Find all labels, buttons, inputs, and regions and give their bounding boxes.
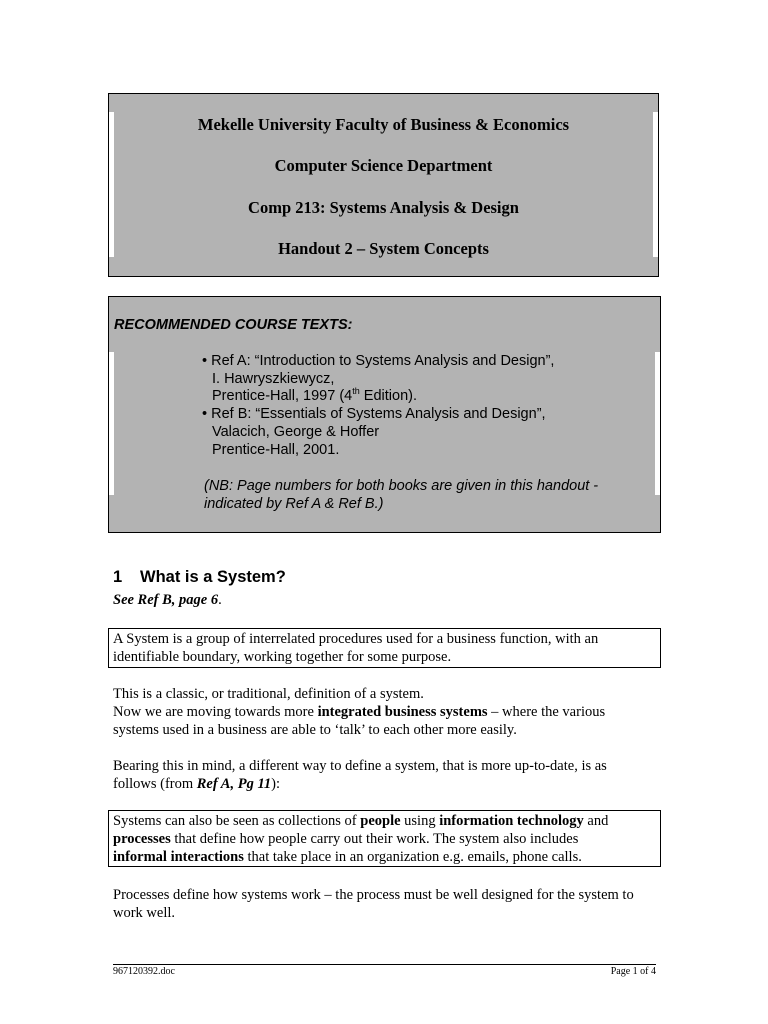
right-white-bar bbox=[655, 352, 660, 495]
department-title: Computer Science Department bbox=[274, 156, 493, 175]
title-box bbox=[108, 93, 659, 277]
systems-definition-box: Systems can also be seen as collections of people using information technology and processes that define how people carry out their work. The system also includes informal interactions that take place in an organization e.g. emails, phone calls. bbox=[108, 810, 661, 867]
paragraph-processes: Processes define how systems work – the process must be well designed for the system to work well. bbox=[113, 887, 634, 921]
ref-b-title: • Ref B: “Essentials of Systems Analysis and Design”, bbox=[202, 406, 546, 422]
footer-filename: 967120392.doc bbox=[113, 966, 175, 977]
section-heading bbox=[113, 568, 286, 587]
section-number: 1 bbox=[113, 568, 123, 586]
ref-a-publisher: Prentice-Hall, 1997 (4th Edition). bbox=[212, 386, 417, 404]
note-line-2: indicated by Ref A & Ref B.) bbox=[204, 496, 384, 512]
note-line-1: (NB: Page numbers for both books are given in this handout - bbox=[204, 478, 599, 494]
footer-page-number: Page 1 of 4 bbox=[610, 966, 656, 977]
left-white-bar bbox=[109, 352, 114, 495]
paragraph-bearing: Bearing this in mind, a different way to define a system, that is more up-to-date, is as follows (from Ref A, Pg 11): bbox=[113, 758, 607, 792]
definition-line-2: identifiable boundary, working together for some purpose. bbox=[113, 649, 452, 665]
recommended-texts-box bbox=[108, 296, 661, 533]
recommended-heading: RECOMMENDED COURSE TEXTS: bbox=[114, 317, 353, 333]
ref-a-title: • Ref A: “Introduction to Systems Analysis and Design”, bbox=[202, 353, 555, 369]
university-title: Mekelle University Faculty of Business & Economics bbox=[197, 115, 570, 134]
section-title: What is a System? bbox=[140, 568, 286, 586]
definition-line-1: A System is a group of interrelated procedures used for a business function, with an bbox=[113, 631, 599, 647]
see-ref-note: See Ref B, page 6. bbox=[113, 592, 222, 608]
course-title: Comp 213: Systems Analysis & Design bbox=[248, 198, 519, 217]
paragraph-classic: This is a classic, or traditional, definition of a system. Now we are moving towards more integrated business systems – where the various systems used in a business are able to ‘talk’ to each other more easily. bbox=[113, 686, 606, 738]
ref-a-author: I. Hawryszkiewycz, bbox=[212, 371, 335, 387]
handout-title: Handout 2 – System Concepts bbox=[278, 239, 489, 258]
ref-b-publisher: Prentice-Hall, 2001. bbox=[212, 442, 340, 458]
definition-box bbox=[108, 628, 661, 668]
ref-b-author: Valacich, George & Hoffer bbox=[212, 424, 380, 440]
footer-divider bbox=[113, 964, 656, 965]
